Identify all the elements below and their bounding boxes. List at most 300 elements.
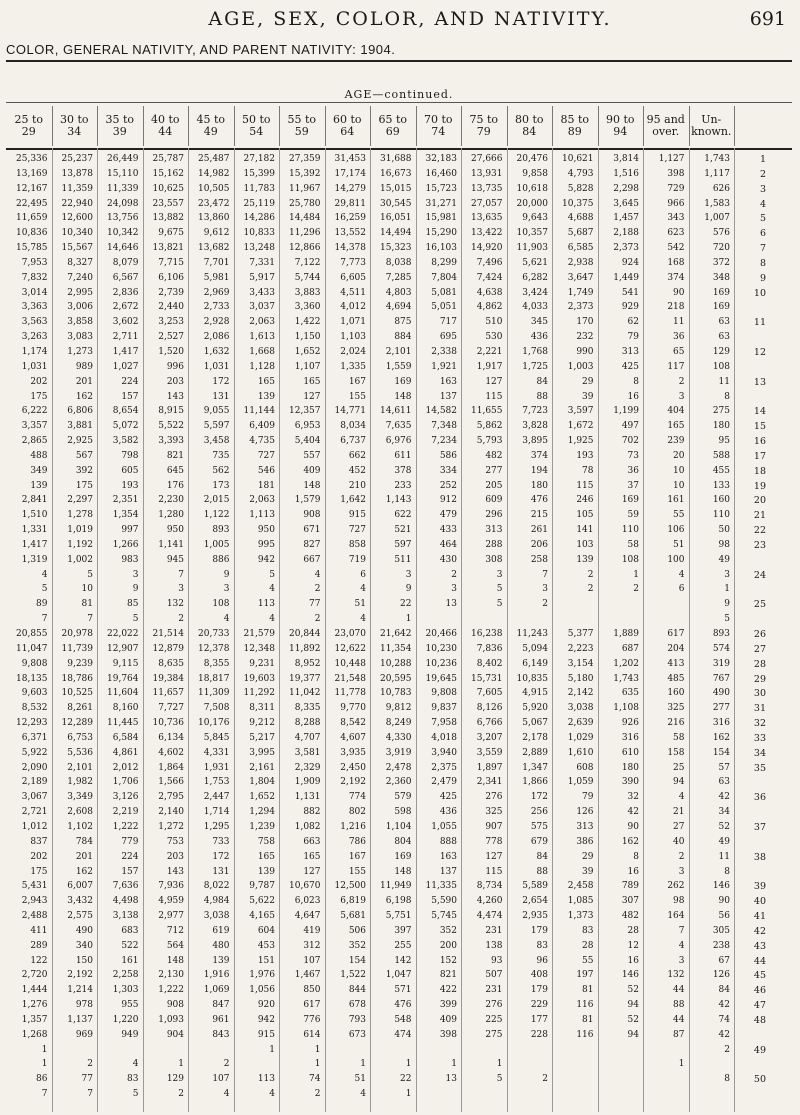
table-banner: AGE—continued. bbox=[6, 88, 792, 103]
table-cell: 81 bbox=[582, 985, 594, 996]
table-cell: 575 bbox=[530, 821, 548, 832]
table-cell: 19,384 bbox=[152, 673, 184, 684]
table-cell: 5,681 bbox=[340, 911, 366, 922]
table-cell: 8,022 bbox=[203, 881, 230, 892]
table-cell: 2,015 bbox=[203, 495, 230, 506]
table-cell: 2 bbox=[587, 569, 594, 580]
table-cell: 20 bbox=[673, 450, 685, 461]
table-cell: 179 bbox=[530, 985, 548, 996]
table-cell: 20,466 bbox=[425, 629, 457, 639]
table-cell: 8,160 bbox=[112, 703, 139, 714]
table-cell: 8,288 bbox=[294, 718, 321, 729]
table-cell: 1,127 bbox=[658, 154, 685, 164]
row-number: 40 bbox=[753, 896, 766, 908]
table-cell: 9,837 bbox=[431, 703, 457, 714]
table-cell: 19,603 bbox=[243, 673, 275, 684]
table-cell: 904 bbox=[166, 1029, 184, 1040]
table-cell: 2,720 bbox=[21, 970, 48, 981]
table-cell: 8,734 bbox=[476, 881, 503, 892]
table-cell: 31,688 bbox=[380, 154, 412, 164]
table-cell: 4 bbox=[360, 1089, 366, 1100]
table-cell: 3,881 bbox=[67, 421, 93, 432]
table-cell: 83 bbox=[127, 1074, 139, 1085]
table-cell: 464 bbox=[439, 539, 457, 550]
table-cell: 169 bbox=[621, 495, 639, 506]
table-cell: 1 bbox=[178, 1059, 184, 1070]
table-cell: 276 bbox=[485, 1000, 503, 1011]
table-cell: 3,559 bbox=[476, 747, 503, 758]
table-cell: 378 bbox=[394, 465, 412, 476]
table-cell: 262 bbox=[667, 881, 685, 892]
table-cell: 3,038 bbox=[203, 911, 230, 922]
table-cell: 20,733 bbox=[198, 629, 230, 639]
table-cell: 11 bbox=[673, 317, 685, 328]
table-cell: 1,516 bbox=[613, 168, 639, 179]
table-cell: 49 bbox=[718, 836, 730, 847]
table-cell: 1,613 bbox=[249, 332, 275, 343]
row-number: 42 bbox=[753, 925, 766, 937]
table-cell: 3 bbox=[451, 584, 457, 595]
table-cell: 8,335 bbox=[294, 703, 321, 714]
table-cell: 162 bbox=[712, 732, 730, 743]
table-cell: 2,938 bbox=[567, 257, 594, 268]
table-cell: 4 bbox=[269, 584, 275, 595]
table-cell: 12,289 bbox=[61, 718, 93, 729]
table-cell: 2 bbox=[678, 376, 685, 387]
table-cell: 3,940 bbox=[431, 747, 457, 758]
table-cell: 1,005 bbox=[203, 539, 230, 550]
table-cell: 63 bbox=[718, 317, 730, 328]
table-cell: 9 bbox=[405, 584, 412, 595]
table-cell: 2,130 bbox=[158, 970, 184, 981]
table-cell: 11,903 bbox=[516, 243, 548, 254]
table-cell: 579 bbox=[394, 792, 412, 803]
table-cell: 154 bbox=[712, 747, 730, 758]
table-cell: 179 bbox=[530, 925, 548, 936]
table-cell: 200 bbox=[439, 940, 457, 951]
table-cell: 635 bbox=[621, 688, 639, 699]
table-cell: 21,642 bbox=[380, 629, 412, 639]
table-cell: 476 bbox=[394, 1000, 412, 1011]
table-cell: 1,266 bbox=[112, 539, 139, 550]
table-cell: 4,165 bbox=[249, 911, 275, 922]
table-cell: 9,603 bbox=[21, 688, 48, 699]
table-cell: 165 bbox=[257, 376, 275, 387]
table-cell: 7,636 bbox=[112, 881, 139, 892]
column-header: 50 to 54 bbox=[234, 106, 281, 146]
table-cell: 622 bbox=[394, 510, 412, 521]
table-cell: 127 bbox=[485, 851, 503, 862]
table-cell: 175 bbox=[30, 866, 48, 877]
table-cell: 21,579 bbox=[243, 629, 275, 639]
table-cell: 173 bbox=[212, 480, 230, 491]
table-cell: 10,833 bbox=[243, 228, 275, 239]
table-cell: 9,212 bbox=[249, 718, 275, 729]
table-cell: 837 bbox=[30, 836, 48, 847]
table-cell: 1,107 bbox=[294, 361, 321, 372]
table-cell: 5 bbox=[496, 584, 503, 595]
table-cell: 1,672 bbox=[567, 421, 594, 432]
table-cell: 4,793 bbox=[567, 168, 594, 179]
table-cell: 1,753 bbox=[203, 777, 230, 788]
table-cell: 90 bbox=[673, 287, 685, 298]
table-cell: 786 bbox=[348, 836, 366, 847]
table-cell: 152 bbox=[439, 955, 457, 966]
table-cell: 1,216 bbox=[340, 821, 366, 832]
table-cell: 1,128 bbox=[249, 361, 275, 372]
table-cell: 455 bbox=[712, 465, 730, 476]
table-cell: 1,706 bbox=[112, 777, 139, 788]
table-cell: 170 bbox=[576, 317, 594, 328]
table-cell: 574 bbox=[712, 643, 730, 654]
table-cell: 626 bbox=[712, 183, 730, 194]
table-cell: 13 bbox=[445, 1074, 457, 1085]
table-cell: 19,645 bbox=[425, 673, 457, 684]
table-cell: 203 bbox=[166, 851, 184, 862]
table-cell: 20,844 bbox=[289, 629, 321, 639]
table-cell: 5,072 bbox=[112, 421, 139, 432]
table-cell: 430 bbox=[439, 554, 457, 565]
table-cell: 16,259 bbox=[334, 213, 366, 224]
table-cell: 1,357 bbox=[21, 1014, 48, 1025]
table-cell: 7,727 bbox=[158, 703, 184, 714]
table-cell: 3,207 bbox=[476, 732, 503, 743]
table-cell: 1,085 bbox=[567, 896, 594, 907]
table-cell: 4 bbox=[223, 1089, 230, 1100]
table-cell: 5,217 bbox=[249, 732, 275, 743]
table-cell: 2,090 bbox=[21, 762, 48, 773]
table-cell: 313 bbox=[621, 346, 639, 357]
table-cell: 7,122 bbox=[294, 257, 321, 268]
table-cell: 7,348 bbox=[431, 421, 457, 432]
table-cell: 3,814 bbox=[613, 154, 639, 164]
table-cell: 798 bbox=[121, 450, 139, 461]
table-cell: 2,440 bbox=[158, 302, 184, 313]
table-cell: 1,417 bbox=[21, 539, 48, 550]
table-cell: 1,444 bbox=[21, 985, 48, 996]
table-cell: 567 bbox=[75, 450, 93, 461]
column-header: 45 to 49 bbox=[188, 106, 235, 146]
table-cell: 18,135 bbox=[16, 673, 48, 684]
table-cell: 10,835 bbox=[516, 673, 548, 684]
table-cell: 3 bbox=[405, 569, 412, 580]
table-cell: 26,449 bbox=[107, 154, 139, 164]
table-cell: 2,086 bbox=[203, 332, 230, 343]
table-cell: 7,234 bbox=[431, 436, 457, 447]
table-cell: 275 bbox=[712, 406, 730, 417]
table-cell: 15,399 bbox=[243, 168, 275, 179]
table-cell: 3,263 bbox=[21, 332, 48, 343]
table-cell: 5,751 bbox=[385, 911, 412, 922]
table-cell: 7 bbox=[87, 614, 93, 625]
table-cell: 541 bbox=[621, 287, 639, 298]
table-cell: 11,335 bbox=[425, 881, 457, 892]
table-cell: 10,505 bbox=[198, 183, 230, 194]
row-number: 26 bbox=[753, 629, 766, 640]
table-cell: 995 bbox=[257, 539, 275, 550]
table-cell: 1,294 bbox=[249, 807, 275, 818]
table-cell: 14,286 bbox=[243, 213, 275, 224]
table-cell: 5,845 bbox=[203, 732, 230, 743]
table-cell: 255 bbox=[394, 940, 412, 951]
table-cell: 31,271 bbox=[425, 198, 457, 209]
table-cell: 3,602 bbox=[112, 317, 139, 328]
row-number: 41 bbox=[753, 911, 766, 923]
table-cell: 162 bbox=[75, 866, 93, 877]
table-cell: 5,589 bbox=[522, 881, 548, 892]
table-cell: 1,909 bbox=[294, 777, 321, 788]
table-cell: 115 bbox=[576, 480, 594, 491]
table-cell: 908 bbox=[166, 1000, 184, 1011]
table-cell: 4,688 bbox=[567, 213, 594, 224]
table-cell: 3,647 bbox=[567, 272, 594, 283]
table-cell: 224 bbox=[121, 376, 139, 387]
table-cell: 206 bbox=[530, 539, 548, 550]
table-cell: 3,067 bbox=[21, 792, 48, 803]
table-cell: 1,335 bbox=[340, 361, 366, 372]
table-cell: 127 bbox=[303, 391, 321, 402]
table-cell: 779 bbox=[121, 836, 139, 847]
table-cell: 98 bbox=[673, 896, 685, 907]
table-cell: 1 bbox=[269, 1044, 275, 1055]
table-cell: 1,027 bbox=[112, 361, 139, 372]
table-cell: 597 bbox=[394, 539, 412, 550]
row-number: 15 bbox=[753, 421, 766, 433]
table-cell: 10,836 bbox=[16, 228, 48, 239]
table-cell: 1,559 bbox=[385, 361, 412, 372]
table-cell: 1,467 bbox=[294, 970, 321, 981]
table-cell: 924 bbox=[621, 257, 639, 268]
table-cell: 1,117 bbox=[704, 168, 730, 179]
table-cell: 1,174 bbox=[21, 346, 48, 357]
table-cell: 13,422 bbox=[471, 228, 503, 239]
table-cell: 3,433 bbox=[249, 287, 275, 298]
table-cell: 165 bbox=[667, 421, 685, 432]
table-cell: 5,981 bbox=[203, 272, 230, 283]
table-cell: 1,642 bbox=[340, 495, 366, 506]
table-cell: 4,861 bbox=[112, 747, 139, 758]
table-cell: 733 bbox=[212, 836, 230, 847]
table-cell: 1,566 bbox=[158, 777, 184, 788]
table-cell: 10 bbox=[81, 584, 93, 595]
table-cell: 11 bbox=[718, 376, 730, 387]
table-cell: 62 bbox=[627, 317, 639, 328]
table-cell: 7,958 bbox=[431, 718, 457, 729]
table-cell: 1,743 bbox=[704, 154, 730, 164]
table-cell: 52 bbox=[627, 985, 639, 996]
table-cell: 784 bbox=[75, 836, 93, 847]
table-cell: 4,260 bbox=[476, 896, 503, 907]
table-cell: 4,511 bbox=[340, 287, 366, 298]
table-cell: 4,331 bbox=[203, 747, 230, 758]
table-cell: 25,780 bbox=[289, 198, 321, 209]
table-cell: 5 bbox=[724, 614, 730, 625]
row-number: 46 bbox=[753, 985, 766, 997]
table-cell: 11 bbox=[718, 851, 730, 862]
table-cell: 8,079 bbox=[112, 257, 139, 268]
table-cell: 11,657 bbox=[152, 688, 184, 699]
table-cell: 5 bbox=[496, 599, 503, 610]
table-cell: 1,714 bbox=[203, 807, 230, 818]
table-cell: 14,771 bbox=[334, 406, 366, 417]
table-cell: 9,808 bbox=[21, 658, 48, 669]
table-cell: 4 bbox=[678, 792, 685, 803]
table-cell: 13,756 bbox=[107, 213, 139, 224]
table-cell: 5 bbox=[87, 569, 93, 580]
table-cell: 9,055 bbox=[203, 406, 230, 417]
table-cell: 727 bbox=[348, 525, 366, 536]
table-cell: 6,106 bbox=[158, 272, 184, 283]
table-cell: 1,239 bbox=[249, 821, 275, 832]
table-cell: 15,323 bbox=[380, 243, 412, 254]
table-cell: 289 bbox=[30, 940, 48, 951]
table-cell: 163 bbox=[439, 851, 457, 862]
table-cell: 1,652 bbox=[294, 346, 321, 357]
row-number: 50 bbox=[753, 1074, 766, 1086]
column-header: 35 to 39 bbox=[97, 106, 144, 146]
table-cell: 8 bbox=[724, 391, 730, 402]
table-cell: 1,280 bbox=[158, 510, 184, 521]
table-cell: 42 bbox=[718, 1000, 730, 1011]
table-cell: 10,288 bbox=[380, 658, 412, 669]
table-cell: 165 bbox=[303, 851, 321, 862]
table-cell: 793 bbox=[348, 1014, 366, 1025]
table-cell: 22,495 bbox=[16, 198, 48, 209]
table-cell: 875 bbox=[394, 317, 412, 328]
table-cell: 2,458 bbox=[567, 881, 594, 892]
table-cell: 4 bbox=[360, 584, 366, 595]
row-number: 7 bbox=[759, 243, 766, 255]
table-cell: 40 bbox=[673, 836, 685, 847]
table-cell: 107 bbox=[303, 955, 321, 966]
table-cell: 5,793 bbox=[476, 436, 503, 447]
table-cell: 25,487 bbox=[198, 154, 230, 164]
table-cell: 175 bbox=[75, 480, 93, 491]
table-cell: 753 bbox=[166, 836, 184, 847]
table-cell: 6,134 bbox=[158, 732, 184, 743]
row-number: 49 bbox=[753, 1044, 766, 1056]
table-cell: 4,018 bbox=[431, 732, 457, 743]
table-cell: 8,402 bbox=[476, 658, 503, 669]
table-cell: 3,083 bbox=[67, 332, 93, 343]
table-cell: 172 bbox=[212, 851, 230, 862]
table-cell: 52 bbox=[627, 1014, 639, 1025]
table-cell: 343 bbox=[667, 213, 685, 224]
table-cell: 1,897 bbox=[476, 762, 503, 773]
table-cell: 162 bbox=[75, 391, 93, 402]
table-cell: 1,272 bbox=[158, 821, 184, 832]
table-cell: 25,336 bbox=[16, 154, 48, 164]
table-cell: 148 bbox=[166, 955, 184, 966]
table-cell: 5,180 bbox=[567, 673, 594, 684]
table-cell: 115 bbox=[485, 391, 503, 402]
table-cell: 203 bbox=[166, 376, 184, 387]
table-cell: 1,354 bbox=[112, 510, 139, 521]
table-cell: 476 bbox=[530, 495, 548, 506]
table-cell: 5,920 bbox=[522, 703, 548, 714]
table-cell: 1,103 bbox=[340, 332, 366, 343]
table-cell: 116 bbox=[576, 1029, 594, 1040]
table-cell: 1 bbox=[405, 1089, 412, 1100]
table-cell: 305 bbox=[712, 925, 730, 936]
table-cell: 16 bbox=[627, 866, 639, 877]
table-cell: 14,378 bbox=[334, 243, 366, 254]
table-cell: 1 bbox=[41, 1044, 48, 1055]
table-cell: 6,409 bbox=[249, 421, 275, 432]
table-cell: 276 bbox=[485, 792, 503, 803]
table-cell: 10,357 bbox=[516, 228, 548, 239]
table-cell: 13 bbox=[445, 599, 457, 610]
table-cell: 1,143 bbox=[385, 495, 412, 506]
table-cell: 85 bbox=[127, 599, 139, 610]
table-cell: 608 bbox=[576, 762, 594, 773]
table-cell: 63 bbox=[718, 777, 730, 788]
table-cell: 113 bbox=[257, 1074, 275, 1085]
row-number: 37 bbox=[753, 821, 766, 833]
table-cell: 4 bbox=[269, 614, 275, 625]
column-header: 85 to 89 bbox=[552, 106, 599, 146]
table-cell: 2,841 bbox=[21, 495, 48, 506]
table-cell: 6,282 bbox=[522, 272, 548, 283]
table-cell: 83 bbox=[582, 925, 594, 936]
table-cell: 2,943 bbox=[21, 896, 48, 907]
table-cell: 522 bbox=[121, 940, 139, 951]
table-cell: 409 bbox=[303, 465, 321, 476]
table-cell: 28 bbox=[627, 925, 639, 936]
table-cell: 4 bbox=[678, 569, 685, 580]
table-cell: 12,357 bbox=[289, 406, 321, 417]
table-cell: 945 bbox=[166, 554, 184, 565]
table-cell: 20,595 bbox=[380, 673, 412, 684]
row-number: 32 bbox=[753, 718, 766, 730]
table-cell: 1,031 bbox=[21, 361, 48, 372]
table-cell: 610 bbox=[621, 747, 639, 758]
table-cell: 160 bbox=[667, 688, 685, 699]
table-cell: 11,296 bbox=[289, 228, 321, 239]
table-cell: 482 bbox=[621, 911, 639, 922]
table-cell: 2,101 bbox=[67, 762, 93, 773]
table-cell: 7 bbox=[678, 925, 685, 936]
table-cell: 39 bbox=[582, 866, 594, 877]
table-cell: 36 bbox=[627, 465, 639, 476]
table-cell: 32 bbox=[627, 792, 639, 803]
row-number: 6 bbox=[759, 228, 766, 240]
table-cell: 126 bbox=[712, 970, 730, 981]
table-cell: 10,618 bbox=[516, 183, 548, 194]
table-cell: 2 bbox=[724, 1044, 730, 1055]
table-cell: 12,600 bbox=[61, 213, 93, 224]
table-cell: 12,167 bbox=[16, 183, 48, 194]
table-cell: 789 bbox=[621, 881, 639, 892]
table-cell: 5,590 bbox=[431, 896, 457, 907]
table-cell: 11,783 bbox=[243, 183, 275, 194]
table-cell: 1 bbox=[678, 1059, 685, 1070]
table-cell: 12,907 bbox=[107, 643, 139, 654]
table-cell: 623 bbox=[667, 228, 685, 239]
table-cell: 4,498 bbox=[112, 896, 139, 907]
table-cell: 115 bbox=[485, 866, 503, 877]
table-cell: 9,858 bbox=[522, 168, 548, 179]
table-cell: 1,319 bbox=[21, 554, 48, 565]
table-cell: 7,723 bbox=[522, 406, 548, 417]
table-cell: 679 bbox=[530, 836, 548, 847]
table-cell: 8 bbox=[633, 851, 639, 862]
table-cell: 11,144 bbox=[243, 406, 275, 417]
table-cell: 2 bbox=[178, 614, 184, 625]
table-cell: 4,735 bbox=[249, 436, 275, 447]
table-cell: 7 bbox=[41, 614, 48, 625]
table-cell: 2,478 bbox=[385, 762, 412, 773]
